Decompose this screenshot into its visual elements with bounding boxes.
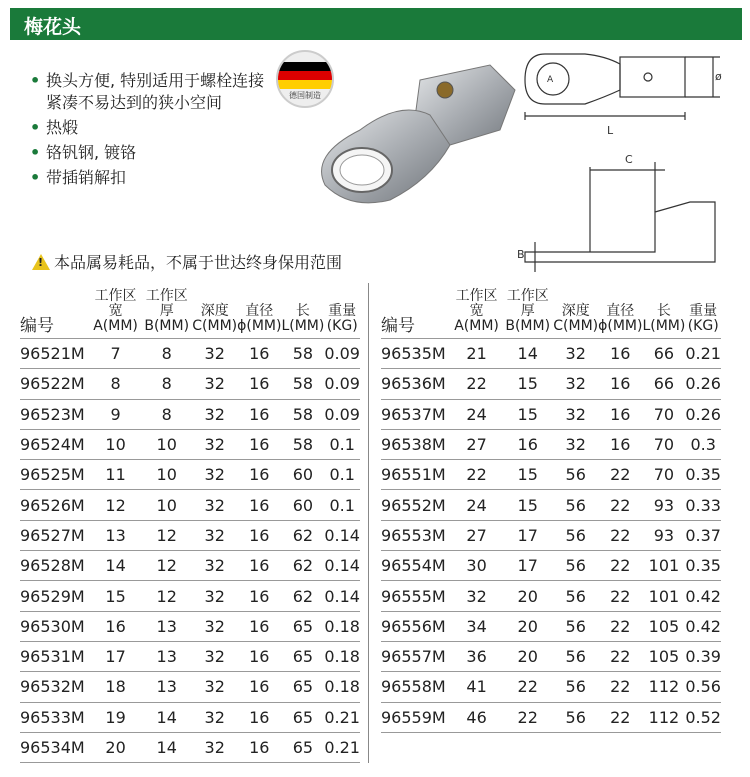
cell-value: 0.09 — [324, 369, 360, 399]
cell-value: 0.26 — [685, 369, 721, 399]
cell-value: 0.1 — [324, 460, 360, 490]
cell-value: 56 — [553, 672, 598, 702]
cell-value: 7 — [90, 339, 141, 369]
cell-value: 0.1 — [324, 490, 360, 520]
cell-value: 16 — [237, 339, 281, 369]
cell-value: 65 — [281, 672, 324, 702]
cell-code: 96552M — [381, 490, 451, 520]
cell-code: 96538M — [381, 429, 451, 459]
table-divider — [368, 283, 369, 763]
table-row — [381, 672, 721, 702]
cell-value: 16 — [237, 551, 281, 581]
cell-value: 56 — [553, 460, 598, 490]
cell-code: 96536M — [381, 369, 451, 399]
table-row — [20, 702, 360, 732]
cell-value: 12 — [141, 581, 192, 611]
cell-value: 20 — [90, 732, 141, 762]
cell-value: 58 — [281, 339, 324, 369]
cell-code: 96537M — [381, 399, 451, 429]
table-row — [381, 702, 721, 732]
cell-value: 70 — [642, 399, 685, 429]
cell-value: 20 — [502, 581, 553, 611]
table-row — [381, 581, 721, 611]
cell-value: 105 — [642, 611, 685, 641]
cell-value: 16 — [237, 732, 281, 762]
cell-value: 0.14 — [324, 581, 360, 611]
cell-value: 22 — [502, 702, 553, 732]
cell-value: 16 — [237, 490, 281, 520]
cell-value: 16 — [237, 641, 281, 671]
cell-value: 20 — [502, 641, 553, 671]
cell-value: 32 — [192, 520, 237, 550]
cell-value: 8 — [141, 339, 192, 369]
cell-value: 32 — [192, 702, 237, 732]
cell-code: 96553M — [381, 520, 451, 550]
cell-value: 0.14 — [324, 551, 360, 581]
table-row — [381, 490, 721, 520]
cell-value: 15 — [502, 490, 553, 520]
cell-code: 96555M — [381, 581, 451, 611]
table-row — [381, 551, 721, 581]
warning-icon — [32, 254, 50, 270]
cell-value: 16 — [237, 581, 281, 611]
col-header-kg: 重量 (KG) — [685, 283, 721, 339]
cell-value: 16 — [502, 429, 553, 459]
cell-value: 10 — [141, 429, 192, 459]
cell-value: 32 — [192, 429, 237, 459]
col-header-c: 深度 C(MM) — [553, 283, 598, 339]
cell-value: 0.33 — [685, 490, 721, 520]
cell-value: 14 — [141, 702, 192, 732]
label-l: L — [607, 124, 614, 137]
cell-value: 34 — [451, 611, 502, 641]
table-row — [20, 732, 360, 762]
cell-value: 22 — [451, 460, 502, 490]
cell-code: 96535M — [381, 339, 451, 369]
cell-value: 56 — [553, 520, 598, 550]
col-header-code: 编号 — [381, 283, 451, 339]
cell-value: 22 — [451, 369, 502, 399]
cell-value: 0.1 — [324, 429, 360, 459]
col-header-a: 工作区宽 A(MM) — [451, 283, 502, 339]
cell-value: 93 — [642, 490, 685, 520]
table-row — [20, 520, 360, 550]
cell-value: 22 — [598, 520, 642, 550]
cell-code: 96530M — [20, 611, 90, 641]
cell-value: 16 — [237, 672, 281, 702]
cell-value: 58 — [281, 429, 324, 459]
cell-value: 32 — [553, 369, 598, 399]
cell-value: 19 — [90, 702, 141, 732]
dimension-diagram — [515, 42, 730, 272]
badge-label: 德国制造 — [289, 91, 321, 100]
label-a: A — [547, 75, 554, 85]
cell-value: 32 — [192, 490, 237, 520]
cell-value: 27 — [451, 429, 502, 459]
cell-value: 16 — [237, 460, 281, 490]
col-header-l: 长 L(MM) — [281, 283, 324, 339]
cell-value: 32 — [192, 672, 237, 702]
cell-value: 15 — [502, 460, 553, 490]
cell-value: 0.21 — [685, 339, 721, 369]
cell-value: 32 — [192, 399, 237, 429]
cell-code: 96521M — [20, 339, 90, 369]
cell-value: 20 — [502, 611, 553, 641]
cell-value: 12 — [90, 490, 141, 520]
cell-value: 10 — [90, 429, 141, 459]
cell-value: 62 — [281, 551, 324, 581]
cell-value: 16 — [598, 339, 642, 369]
cell-value: 65 — [281, 611, 324, 641]
cell-value: 56 — [553, 641, 598, 671]
cell-value: 65 — [281, 732, 324, 762]
spec-table-left — [20, 283, 360, 763]
cell-value: 70 — [642, 429, 685, 459]
cell-value: 16 — [598, 369, 642, 399]
cell-value: 0.35 — [685, 551, 721, 581]
table-row — [381, 460, 721, 490]
cell-value: 0.26 — [685, 399, 721, 429]
cell-value: 32 — [192, 369, 237, 399]
cell-value: 0.42 — [685, 611, 721, 641]
cell-value: 36 — [451, 641, 502, 671]
cell-value: 101 — [642, 581, 685, 611]
cell-value: 0.09 — [324, 399, 360, 429]
table-row — [381, 339, 721, 369]
cell-code: 96556M — [381, 611, 451, 641]
cell-value: 32 — [553, 399, 598, 429]
cell-value: 13 — [90, 520, 141, 550]
cell-value: 62 — [281, 520, 324, 550]
cell-value: 0.21 — [324, 702, 360, 732]
cell-value: 15 — [502, 369, 553, 399]
table-row — [20, 490, 360, 520]
col-header-phi: 直径 ϕ(MM) — [237, 283, 281, 339]
cell-value: 21 — [451, 339, 502, 369]
cell-value: 14 — [90, 551, 141, 581]
page-title: 梅花头 — [24, 16, 82, 38]
feature-item: • 热煅 — [28, 117, 268, 139]
table-row — [20, 429, 360, 459]
cell-code: 96522M — [20, 369, 90, 399]
cell-value: 14 — [141, 732, 192, 762]
spec-table-right — [381, 283, 721, 733]
product-image — [300, 60, 520, 220]
col-header-phi: 直径 ϕ(MM) — [598, 283, 642, 339]
cell-value: 16 — [598, 399, 642, 429]
cell-value: 0.09 — [324, 339, 360, 369]
cell-value: 41 — [451, 672, 502, 702]
cell-value: 9 — [90, 399, 141, 429]
cell-value: 22 — [598, 581, 642, 611]
cell-value: 105 — [642, 641, 685, 671]
table-row — [20, 672, 360, 702]
cell-code: 96532M — [20, 672, 90, 702]
cell-code: 96524M — [20, 429, 90, 459]
col-header-code: 编号 — [20, 283, 90, 339]
feature-item: • 换头方便, 特别适用于螺栓连接紧凑不易达到的狭小空间 — [28, 70, 268, 114]
cell-value: 12 — [141, 520, 192, 550]
cell-code: 96557M — [381, 641, 451, 671]
cell-value: 32 — [192, 551, 237, 581]
cell-value: 15 — [90, 581, 141, 611]
col-header-c: 深度 C(MM) — [192, 283, 237, 339]
label-phi: ø — [715, 70, 722, 83]
cell-value: 0.3 — [685, 429, 721, 459]
cell-value: 112 — [642, 672, 685, 702]
cell-value: 8 — [141, 399, 192, 429]
cell-value: 10 — [141, 490, 192, 520]
table-row — [20, 611, 360, 641]
cell-value: 16 — [598, 429, 642, 459]
cell-value: 27 — [451, 520, 502, 550]
feature-list — [28, 70, 268, 192]
col-header-a: 工作区宽 A(MM) — [90, 283, 141, 339]
cell-code: 96533M — [20, 702, 90, 732]
label-c: C — [625, 153, 633, 166]
table-row — [381, 520, 721, 550]
cell-value: 16 — [237, 702, 281, 732]
table-row — [20, 460, 360, 490]
cell-value: 32 — [553, 339, 598, 369]
cell-value: 16 — [237, 611, 281, 641]
cell-value: 70 — [642, 460, 685, 490]
cell-value: 14 — [502, 339, 553, 369]
cell-value: 0.14 — [324, 520, 360, 550]
table-row — [381, 369, 721, 399]
cell-value: 93 — [642, 520, 685, 550]
cell-value: 32 — [192, 581, 237, 611]
table-row — [20, 339, 360, 369]
cell-value: 32 — [192, 460, 237, 490]
cell-value: 15 — [502, 399, 553, 429]
cell-value: 60 — [281, 490, 324, 520]
cell-value: 16 — [90, 611, 141, 641]
cell-value: 46 — [451, 702, 502, 732]
cell-value: 22 — [598, 551, 642, 581]
cell-value: 10 — [141, 460, 192, 490]
cell-code: 96528M — [20, 551, 90, 581]
cell-value: 56 — [553, 490, 598, 520]
cell-code: 96558M — [381, 672, 451, 702]
cell-value: 56 — [553, 551, 598, 581]
cell-code: 96554M — [381, 551, 451, 581]
cell-value: 13 — [141, 641, 192, 671]
cell-value: 24 — [451, 399, 502, 429]
cell-value: 18 — [90, 672, 141, 702]
col-header-kg: 重量 (KG) — [324, 283, 360, 339]
cell-value: 112 — [642, 702, 685, 732]
cell-value: 0.35 — [685, 460, 721, 490]
cell-code: 96523M — [20, 399, 90, 429]
cell-value: 16 — [237, 369, 281, 399]
cell-value: 0.56 — [685, 672, 721, 702]
cell-value: 32 — [192, 611, 237, 641]
cell-value: 32 — [553, 429, 598, 459]
cell-code: 96531M — [20, 641, 90, 671]
cell-value: 16 — [237, 520, 281, 550]
cell-value: 22 — [502, 672, 553, 702]
cell-value: 62 — [281, 581, 324, 611]
table-row — [20, 399, 360, 429]
cell-code: 96525M — [20, 460, 90, 490]
feature-item: • 铬钒钢, 镀铬 — [28, 142, 268, 164]
cell-value: 0.52 — [685, 702, 721, 732]
cell-value: 22 — [598, 611, 642, 641]
table-row — [20, 581, 360, 611]
cell-value: 32 — [451, 581, 502, 611]
cell-value: 56 — [553, 581, 598, 611]
cell-value: 0.21 — [324, 732, 360, 762]
table-row — [20, 641, 360, 671]
cell-value: 22 — [598, 460, 642, 490]
table-row — [20, 551, 360, 581]
cell-value: 32 — [192, 339, 237, 369]
feature-item: • 带插销解扣 — [28, 167, 268, 189]
cell-value: 13 — [141, 672, 192, 702]
cell-value: 0.18 — [324, 641, 360, 671]
header-bar — [10, 8, 742, 40]
cell-value: 0.37 — [685, 520, 721, 550]
cell-value: 17 — [90, 641, 141, 671]
cell-value: 16 — [237, 429, 281, 459]
cell-value: 66 — [642, 339, 685, 369]
cell-value: 32 — [192, 641, 237, 671]
cell-value: 58 — [281, 369, 324, 399]
cell-value: 11 — [90, 460, 141, 490]
col-header-l: 长 L(MM) — [642, 283, 685, 339]
cell-value: 65 — [281, 702, 324, 732]
cell-code: 96527M — [20, 520, 90, 550]
cell-code: 96529M — [20, 581, 90, 611]
cell-code: 96534M — [20, 732, 90, 762]
cell-value: 22 — [598, 672, 642, 702]
label-b: B — [517, 248, 525, 261]
table-row — [20, 369, 360, 399]
cell-value: 56 — [553, 611, 598, 641]
cell-value: 13 — [141, 611, 192, 641]
warning-note — [32, 250, 342, 273]
cell-value: 17 — [502, 520, 553, 550]
table-row — [381, 641, 721, 671]
cell-code: 96551M — [381, 460, 451, 490]
cell-value: 24 — [451, 490, 502, 520]
cell-value: 0.18 — [324, 672, 360, 702]
table-row — [381, 611, 721, 641]
col-header-b: 工作区厚 B(MM) — [141, 283, 192, 339]
cell-value: 8 — [141, 369, 192, 399]
cell-code: 96526M — [20, 490, 90, 520]
col-header-b: 工作区厚 B(MM) — [502, 283, 553, 339]
table-row — [381, 429, 721, 459]
cell-value: 22 — [598, 702, 642, 732]
cell-value: 16 — [237, 399, 281, 429]
cell-value: 12 — [141, 551, 192, 581]
cell-value: 22 — [598, 490, 642, 520]
cell-code: 96559M — [381, 702, 451, 732]
cell-value: 56 — [553, 702, 598, 732]
cell-value: 30 — [451, 551, 502, 581]
cell-value: 8 — [90, 369, 141, 399]
cell-value: 66 — [642, 369, 685, 399]
table-row — [381, 399, 721, 429]
cell-value: 101 — [642, 551, 685, 581]
cell-value: 0.39 — [685, 641, 721, 671]
cell-value: 32 — [192, 732, 237, 762]
cell-value: 17 — [502, 551, 553, 581]
warning-text: 本品属易耗品，不属于世达终身保用范围 — [54, 253, 343, 272]
cell-value: 58 — [281, 399, 324, 429]
cell-value: 65 — [281, 641, 324, 671]
cell-value: 0.42 — [685, 581, 721, 611]
cell-value: 0.18 — [324, 611, 360, 641]
cell-value: 22 — [598, 641, 642, 671]
cell-value: 60 — [281, 460, 324, 490]
